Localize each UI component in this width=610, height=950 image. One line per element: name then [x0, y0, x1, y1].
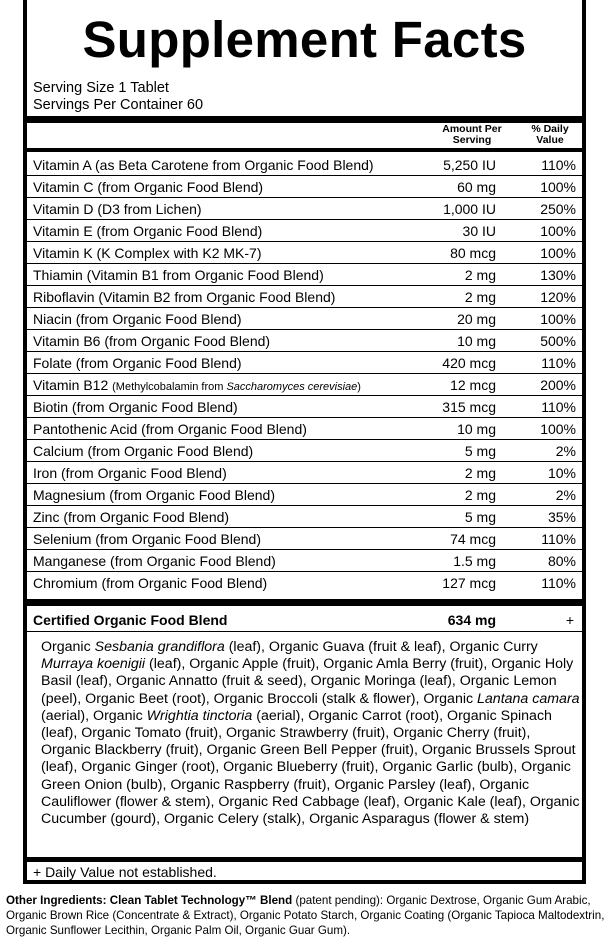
nutrient-name: Magnesium (from Organic Food Blend): [33, 487, 275, 503]
nutrient-name: Vitamin B6 (from Organic Food Blend): [33, 333, 271, 349]
nutrient-amount: 2 mg: [464, 267, 496, 283]
nutrient-row: [27, 550, 582, 572]
nutrient-amount: 2 mg: [464, 487, 496, 503]
nutrient-daily-value: 130%: [540, 267, 576, 283]
nutrient-daily-value: 80%: [547, 553, 576, 569]
nutrient-amount: 10 mg: [457, 421, 496, 437]
nutrient-amount: 60 mg: [457, 179, 496, 195]
thick-divider-blend: [27, 599, 582, 606]
nutrient-daily-value: 100%: [540, 311, 576, 327]
nutrient-amount: 10 mg: [457, 333, 496, 349]
blend-dv: +: [565, 612, 574, 628]
blend-ingredients: [41, 639, 581, 828]
nutrient-daily-value: 2%: [555, 443, 576, 459]
nutrient-name: Vitamin K (K Complex with K2 MK-7): [33, 245, 262, 261]
thick-divider-bottom: [27, 857, 582, 862]
nutrient-daily-value: 200%: [540, 377, 576, 393]
blend-amount: 634 mg: [447, 612, 496, 628]
nutrient-daily-value: 110%: [541, 575, 576, 591]
nutrient-daily-value: 120%: [540, 289, 576, 305]
footnote: + Daily Value not established.: [33, 864, 217, 880]
blend-text-segment: (aerial), Organic: [41, 707, 147, 724]
nutrient-name: Vitamin E (from Organic Food Blend): [33, 223, 263, 239]
nutrient-daily-value: 110%: [541, 157, 576, 173]
nutrient-name: [33, 377, 361, 393]
nutrient-amount: 420 mcg: [442, 355, 496, 371]
nutrient-amount: 74 mcg: [450, 531, 496, 547]
nutrient-row: [27, 462, 582, 484]
blend-species-name: Sesbania grandiflora: [94, 639, 225, 655]
nutrient-row: [27, 198, 582, 220]
blend-divider: [27, 631, 582, 632]
nutrient-name: Folate (from Organic Food Blend): [33, 355, 242, 371]
servings-per-container: Servings Per Container 60: [33, 97, 204, 113]
nutrient-amount: 5 mg: [464, 509, 496, 525]
amount-header-line2: Serving: [452, 134, 492, 146]
nutrient-row: [27, 528, 582, 550]
blend-species-name: Wrightia tinctoria: [146, 707, 253, 724]
nutrient-name: Chromium (from Organic Food Blend): [33, 575, 268, 591]
nutrient-name: Zinc (from Organic Food Blend): [33, 509, 230, 525]
nutrient-name: Manganese (from Organic Food Blend): [33, 553, 276, 569]
nutrient-name: Biotin (from Organic Food Blend): [33, 399, 238, 415]
nutrient-name: Vitamin A (as Beta Carotene from Organic Food Blend): [33, 157, 374, 173]
other-ingredients-label: Other Ingredients: Clean Tablet Technology™ Blend: [6, 894, 293, 907]
blend-text-segment: Organic: [41, 639, 95, 655]
amount-header-line1: Amount Per: [442, 123, 502, 135]
nutrient-daily-value: 100%: [540, 421, 576, 437]
nutrient-name: Thiamin (Vitamin B1 from Organic Food Blend): [33, 267, 324, 283]
nutrient-daily-value: 100%: [540, 179, 576, 195]
nutrient-amount: 30 IU: [462, 223, 496, 239]
nutrient-name: Calcium (from Organic Food Blend): [33, 443, 254, 459]
nutrient-name: Vitamin C (from Organic Food Blend): [33, 179, 264, 195]
nutrient-name: Vitamin D (D3 from Lichen): [33, 201, 202, 217]
nutrient-name-detail: [112, 381, 361, 393]
blend-species-name: Murraya koenigii: [41, 656, 146, 673]
blend-text-segment: (leaf), Organic Apple (fruit), Organic Amla Berry (fruit), Organic Holy Basil (leaf), Organic Annatto (fruit & seed), Organic Moringa (leaf), Organic Lemon (peel), Organic Beet (root), Organic Broccoli (stalk & flower), Organic: [41, 656, 574, 707]
dv-header-line1: % Daily: [531, 123, 569, 135]
other-ingredients: [6, 893, 606, 938]
nutrient-daily-value: 110%: [541, 355, 576, 371]
nutrient-row: [27, 308, 582, 330]
nutrient-amount: 5,250 IU: [443, 157, 496, 173]
nutrient-daily-value: 2%: [555, 487, 576, 503]
blend-species-name: Lantana camara: [477, 690, 580, 707]
nutrient-row: [27, 176, 582, 198]
nutrient-row: [27, 220, 582, 242]
dv-header-line2: Value: [536, 134, 564, 146]
nutrient-daily-value: 100%: [540, 245, 576, 261]
nutrient-row: [27, 484, 582, 506]
nutrient-row: [27, 374, 582, 396]
header-divider: [27, 148, 582, 152]
serving-size: Serving Size 1 Tablet: [33, 80, 169, 96]
nutrient-amount: 12 mcg: [450, 377, 496, 393]
nutrient-amount: 80 mcg: [450, 245, 496, 261]
nutrient-amount: 1.5 mg: [453, 553, 496, 569]
nutrient-detail-prefix: (Methylcobalamin from: [112, 381, 227, 393]
nutrient-row: [27, 154, 582, 176]
nutrient-amount: 2 mg: [464, 289, 496, 305]
nutrient-daily-value: 110%: [541, 531, 576, 547]
nutrient-amount: 127 mcg: [442, 575, 496, 591]
daily-value-header: [520, 124, 580, 146]
panel-title: Supplement Facts: [82, 11, 527, 68]
nutrient-row: [27, 396, 582, 418]
nutrient-name: Iron (from Organic Food Blend): [33, 465, 227, 481]
nutrient-row: [27, 352, 582, 374]
supplement-facts-panel: [23, 0, 586, 884]
nutrient-daily-value: 110%: [541, 399, 576, 415]
nutrient-row: [27, 242, 582, 264]
nutrient-name: Niacin (from Organic Food Blend): [33, 311, 242, 327]
nutrient-daily-value: 250%: [540, 201, 576, 217]
nutrient-amount: 20 mg: [457, 311, 496, 327]
nutrient-row: [27, 330, 582, 352]
blend-text-segment: (leaf), Organic Guava (fruit & leaf), Organic Curry: [224, 639, 538, 655]
blend-name: Certified Organic Food Blend: [33, 612, 228, 628]
amount-per-serving-header: [432, 124, 512, 146]
nutrient-amount: 1,000 IU: [443, 201, 496, 217]
nutrient-daily-value: 100%: [540, 223, 576, 239]
nutrient-row: [27, 572, 582, 594]
nutrient-name: Selenium (from Organic Food Blend): [33, 531, 261, 547]
nutrient-amount: 2 mg: [464, 465, 496, 481]
nutrient-amount: 5 mg: [464, 443, 496, 459]
nutrient-detail-species: Saccharomyces cerevisiae: [226, 381, 358, 393]
nutrient-row: [27, 418, 582, 440]
nutrient-name: Riboflavin (Vitamin B2 from Organic Food Blend): [33, 289, 336, 305]
nutrient-daily-value: 500%: [540, 333, 576, 349]
nutrient-row: [27, 264, 582, 286]
thick-divider-top: [27, 116, 582, 123]
nutrient-row: [27, 506, 582, 528]
nutrient-name-main: Vitamin B12: [33, 377, 113, 393]
nutrient-name: Pantothenic Acid (from Organic Food Blend): [33, 421, 307, 437]
nutrient-detail-suffix: ): [357, 381, 361, 393]
nutrient-row: [27, 286, 582, 308]
other-ingredients-text: (patent pending): Organic Dextrose, Organic Gum Arabic, Organic Brown Rice (Concentrate & Extract), Organic Potato Starch, Organic Coating (Organic Tapioca Maltodextrin, Organic Sunflower Lecithin, Organic Palm Oil, Organic Guar Gum).: [6, 894, 605, 937]
blend-text-segment: (aerial), Organic Carrot (root), Organic Spinach (leaf), Organic Tomato (fruit), Organic Strawberry (fruit), Organic Cherry (fruit), Organic Blackberry (fruit), Organic Green Bell Pepper (fruit), Organic Brussels Sprout (leaf), Organic Ginger (root), Organic Blueberry (fruit), Organic Garlic (bulb), Organic Green Onion (bulb), Organic Raspberry (fruit), Organic Parsley (leaf), Organic Cauliflower (flower & stem), Organic Red Cabbage (leaf), Organic Kale (leaf), Organic Cucumber (gourd), Organic Celery (stalk), Organic Asparagus (flower & stem): [41, 707, 580, 828]
nutrient-daily-value: 10%: [547, 465, 576, 481]
nutrient-amount: 315 mcg: [442, 399, 496, 415]
nutrient-row: [27, 440, 582, 462]
nutrient-daily-value: 35%: [547, 509, 576, 525]
